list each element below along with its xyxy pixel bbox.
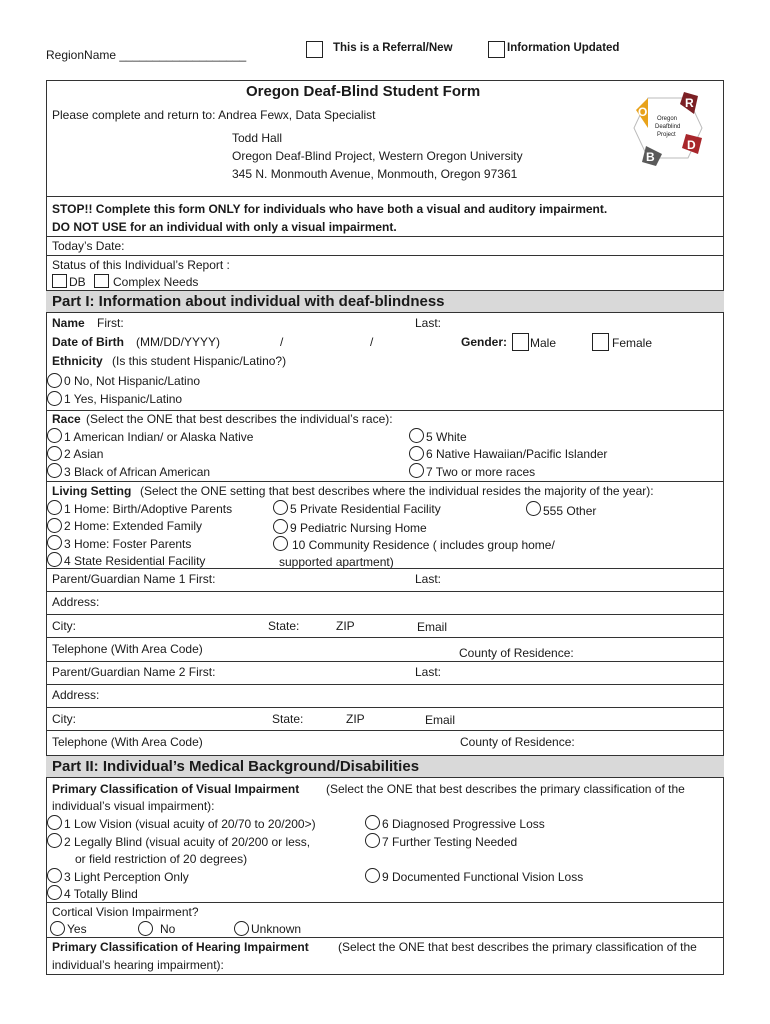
vision-1-label: 1 Low Vision (visual acuity of 20/70 to 20/200>) <box>64 817 316 831</box>
divider <box>46 614 724 615</box>
referral-label: This is a Referral/New <box>333 42 453 54</box>
parent1-county-field[interactable]: County of Residence: <box>459 646 574 660</box>
race-2-radio[interactable] <box>47 446 62 461</box>
race-7-label: 7 Two or more races <box>426 465 536 479</box>
vision-3-radio[interactable] <box>47 868 62 883</box>
living-2-label: 2 Home: Extended Family <box>64 519 203 533</box>
ethnicity-no-label: 0 No, Not Hispanic/Latino <box>64 374 201 388</box>
cvi-yes-label: Yes <box>67 922 87 936</box>
name-label: Name <box>52 316 85 330</box>
living-555-label: 555 Other <box>543 504 597 518</box>
divider <box>46 730 724 731</box>
vision-4-radio[interactable] <box>47 885 62 900</box>
cvi-label: Cortical Vision Impairment? <box>52 905 199 919</box>
race-3-radio[interactable] <box>47 463 62 478</box>
last-name-field[interactable]: Last: <box>415 316 442 330</box>
gender-label: Gender: <box>461 335 508 349</box>
parent1-last-field[interactable]: Last: <box>415 572 442 586</box>
parent1-email-field[interactable]: Email <box>417 620 448 634</box>
parent2-address-field[interactable]: Address: <box>52 688 100 702</box>
divider <box>46 255 724 256</box>
race-question: (Select the ONE that best describes the individual’s race): <box>86 412 393 426</box>
status-complex-needs-checkbox[interactable] <box>94 274 109 288</box>
living-1-label: 1 Home: Birth/Adoptive Parents <box>64 502 233 516</box>
race-5-radio[interactable] <box>409 428 424 443</box>
parent1-address-field[interactable]: Address: <box>52 595 100 609</box>
living-4-label: 4 State Residential Facility <box>64 554 206 568</box>
parent1-city-field[interactable]: City: <box>52 619 76 633</box>
vision-2-label: 2 Legally Blind (visual acuity of 20/200 or less, <box>64 835 311 849</box>
dob-format: (MM/DD/YYYY) <box>136 335 220 349</box>
race-2-label: 2 Asian <box>64 447 104 461</box>
cvi-no-radio[interactable] <box>138 921 153 936</box>
dob-slash-2: / <box>370 335 374 349</box>
vision-4-label: 4 Totally Blind <box>64 887 138 901</box>
divider <box>46 937 724 938</box>
vision-6-radio[interactable] <box>365 815 380 830</box>
divider <box>46 707 724 708</box>
living-10-label-cont: supported apartment) <box>279 555 394 569</box>
parent1-telephone-field[interactable]: Telephone (With Area Code) <box>52 642 203 656</box>
race-6-label: 6 Native Hawaiian/Pacific Islander <box>426 447 608 461</box>
ethnicity-yes-label: 1 Yes, Hispanic/Latino <box>64 392 183 406</box>
parent2-first-field[interactable]: Parent/Guardian Name 2 First: <box>52 665 216 679</box>
living-1-radio[interactable] <box>47 500 62 515</box>
ethnicity-no-radio[interactable] <box>47 373 62 388</box>
parent2-last-field[interactable]: Last: <box>415 665 442 679</box>
divider <box>46 591 724 592</box>
race-5-label: 5 White <box>426 430 467 444</box>
hearing-impairment-question: (Select the ONE that best describes the primary classification of the <box>338 940 697 954</box>
living-setting-label: Living Setting <box>52 484 132 498</box>
logo-letter-r: R <box>685 96 694 110</box>
ethnicity-yes-radio[interactable] <box>47 391 62 406</box>
parent2-city-field[interactable]: City: <box>52 712 76 726</box>
referral-checkbox[interactable] <box>306 41 323 58</box>
parent2-email-field[interactable]: Email <box>425 713 456 727</box>
living-3-label: 3 Home: Foster Parents <box>64 537 192 551</box>
divider <box>46 661 724 662</box>
parent2-county-field[interactable]: County of Residence: <box>460 735 575 749</box>
logo-letter-d: D <box>687 138 696 152</box>
living-10-radio[interactable] <box>273 536 288 551</box>
cvi-no-label: No <box>160 922 176 936</box>
living-setting-question: (Select the ONE setting that best describes where the individual resides the majority of the year): <box>140 484 654 498</box>
parent2-state-field[interactable]: State: <box>272 712 304 726</box>
return-to-line: Please complete and return to: Andrea Fewx, Data Specialist <box>52 108 376 122</box>
living-5-label: 5 Private Residential Facility <box>290 502 441 516</box>
divider <box>46 684 724 685</box>
status-complex-needs-label: Complex Needs <box>113 275 199 289</box>
status-db-label: DB <box>69 275 86 289</box>
hearing-impairment-label: Primary Classification of Hearing Impairment <box>52 940 309 954</box>
divider <box>46 196 724 197</box>
visual-impairment-question-cont: individual’s visual impairment): <box>52 799 215 813</box>
living-2-radio[interactable] <box>47 518 62 533</box>
living-10-label: 10 Community Residence ( includes group home/ <box>292 538 555 552</box>
cvi-yes-radio[interactable] <box>50 921 65 936</box>
race-6-radio[interactable] <box>409 446 424 461</box>
divider <box>46 410 724 411</box>
living-555-radio[interactable] <box>526 501 541 516</box>
cvi-unknown-radio[interactable] <box>234 921 249 936</box>
visual-impairment-question: (Select the ONE that best describes the primary classification of the <box>326 782 685 796</box>
visual-impairment-label: Primary Classification of Visual Impairment <box>52 782 300 796</box>
vision-6-label: 6 Diagnosed Progressive Loss <box>382 817 545 831</box>
vision-9-radio[interactable] <box>365 868 380 883</box>
logo-text-2: Deafblind <box>655 124 681 130</box>
dob-label: Date of Birth <box>52 335 124 349</box>
address-line-3: 345 N. Monmouth Avenue, Monmouth, Oregon 97361 <box>232 167 518 181</box>
parent2-telephone-field[interactable]: Telephone (With Area Code) <box>52 735 203 749</box>
living-9-radio[interactable] <box>273 519 288 534</box>
oregon-deafblind-project-logo <box>628 88 712 168</box>
vision-3-label: 3 Light Perception Only <box>64 870 189 884</box>
parent2-zip-field[interactable]: ZIP <box>346 712 365 726</box>
logo-text-1: Oregon <box>657 116 678 122</box>
warning-line-2: DO NOT USE for an individual with only a visual impairment. <box>52 220 397 234</box>
race-7-radio[interactable] <box>409 463 424 478</box>
vision-9-label: 9 Documented Functional Vision Loss <box>382 870 584 884</box>
living-3-radio[interactable] <box>47 535 62 550</box>
logo-letter-b: B <box>646 150 655 164</box>
parent1-first-field[interactable]: Parent/Guardian Name 1 First: <box>52 572 216 586</box>
dob-slash-1: / <box>280 335 284 349</box>
first-name-field[interactable]: First: <box>97 316 124 330</box>
gender-female-label: Female <box>612 336 653 350</box>
parent1-zip-field[interactable]: ZIP <box>336 619 355 633</box>
region-name-field[interactable]: RegionName ___________________ <box>46 48 247 62</box>
todays-date-label: Today’s Date: <box>52 239 125 253</box>
divider <box>46 481 724 482</box>
ethnicity-label: Ethnicity <box>52 354 103 368</box>
race-1-label: 1 American Indian/ or Alaska Native <box>64 430 254 444</box>
information-updated-label: Information Updated <box>507 42 620 54</box>
race-label: Race <box>52 412 81 426</box>
status-label: Status of this Individual’s Report : <box>52 258 230 272</box>
address-line-1: Todd Hall <box>232 131 283 145</box>
gender-female-checkbox[interactable] <box>592 333 609 351</box>
warning-line-1: STOP!! Complete this form ONLY for individuals who have both a visual and auditory impairment. <box>52 202 608 216</box>
ethnicity-question: (Is this student Hispanic/Latino?) <box>112 354 287 368</box>
logo-text-3: Project <box>657 132 676 138</box>
form-title: Oregon Deaf-Blind Student Form <box>246 83 481 100</box>
living-5-radio[interactable] <box>273 500 288 515</box>
divider <box>46 902 724 903</box>
living-4-radio[interactable] <box>47 552 62 567</box>
status-db-checkbox[interactable] <box>52 274 67 288</box>
vision-2-label-cont: or field restriction of 20 degrees) <box>75 852 248 866</box>
gender-male-label: Male <box>530 336 557 350</box>
vision-2-radio[interactable] <box>47 833 62 848</box>
information-updated-checkbox[interactable] <box>488 41 505 58</box>
living-9-label: 9 Pediatric Nursing Home <box>290 521 427 535</box>
hearing-impairment-question-cont: individual’s hearing impairment): <box>52 958 224 972</box>
divider <box>46 236 724 237</box>
address-line-2: Oregon Deaf-Blind Project, Western Oregon University <box>232 149 523 163</box>
parent1-state-field[interactable]: State: <box>268 619 300 633</box>
divider <box>46 637 724 638</box>
part1-title: Part I: Information about individual with deaf-blindness <box>52 293 445 310</box>
part2-title: Part II: Individual’s Medical Background/Disabilities <box>52 758 420 775</box>
vision-1-radio[interactable] <box>47 815 62 830</box>
logo-letter-o: O <box>638 105 648 119</box>
race-3-label: 3 Black of African American <box>64 465 211 479</box>
gender-male-checkbox[interactable] <box>512 333 529 351</box>
vision-7-label: 7 Further Testing Needed <box>382 835 518 849</box>
race-1-radio[interactable] <box>47 428 62 443</box>
cvi-unknown-label: Unknown <box>251 922 302 936</box>
vision-7-radio[interactable] <box>365 833 380 848</box>
